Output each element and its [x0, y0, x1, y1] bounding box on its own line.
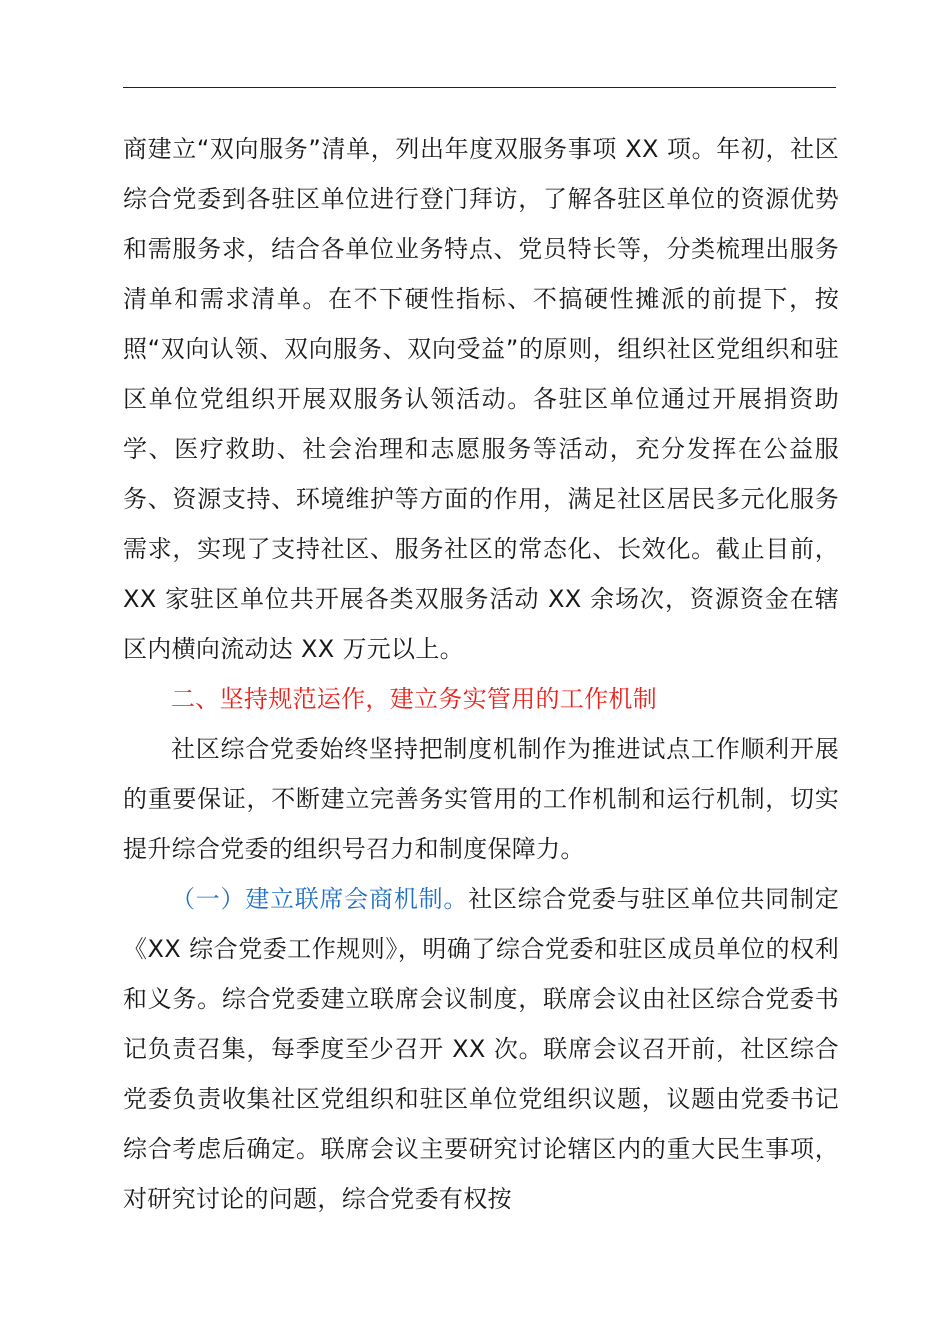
document-body [123, 124, 839, 1224]
header-rule [123, 87, 836, 88]
paragraph-with-subheading [123, 874, 839, 1224]
paragraph-text: 社区综合党委与驻区单位共同制定《XX 综合党委工作规则》，明确了综合党委和驻区成员单位的权利和义务。综合党委建立联席会议制度，联席会议由社区综合党委书记负责召集，每季度至少召开 XX 次。联席会议召开前，社区综合党委负责收集社区党组织和驻区单位党组织议题，议题由党委书记综合考虑后确定。联席会议主要研究讨论辖区内的重大民生事项，对研究讨论的问题，综合党委有权按 [123, 885, 839, 1213]
subheading: （一）建立联席会商机制。 [171, 885, 469, 913]
paragraph-continued: 商建立“双向服务”清单，列出年度双服务事项 XX 项。年初，社区综合党委到各驻区单位进行登门拜访，了解各驻区单位的资源优势和需服务求，结合各单位业务特点、党员特长等，分类梳理出服务清单和需求清单。在不下硬性指标、不搞硬性摊派的前提下，按照“双向认领、双向服务、双向受益”的原则，组织社区党组织和驻区单位党组织开展双服务认领活动。各驻区单位通过开展捐资助学、医疗救助、社会治理和志愿服务等活动，充分发挥在公益服务、资源支持、环境维护等方面的作用，满足社区居民多元化服务需求，实现了支持社区、服务社区的常态化、长效化。截止目前，XX 家驻区单位共开展各类双服务活动 XX 余场次，资源资金在辖区内横向流动达 XX 万元以上。 [123, 135, 840, 663]
section-heading: 二、坚持规范运作，建立务实管用的工作机制 [171, 685, 657, 713]
paragraph: 社区综合党委始终坚持把制度机制作为推进试点工作顺利开展的重要保证，不断建立完善务实管用的工作机制和运行机制，切实提升综合党委的组织号召力和制度保障力。 [123, 735, 839, 863]
